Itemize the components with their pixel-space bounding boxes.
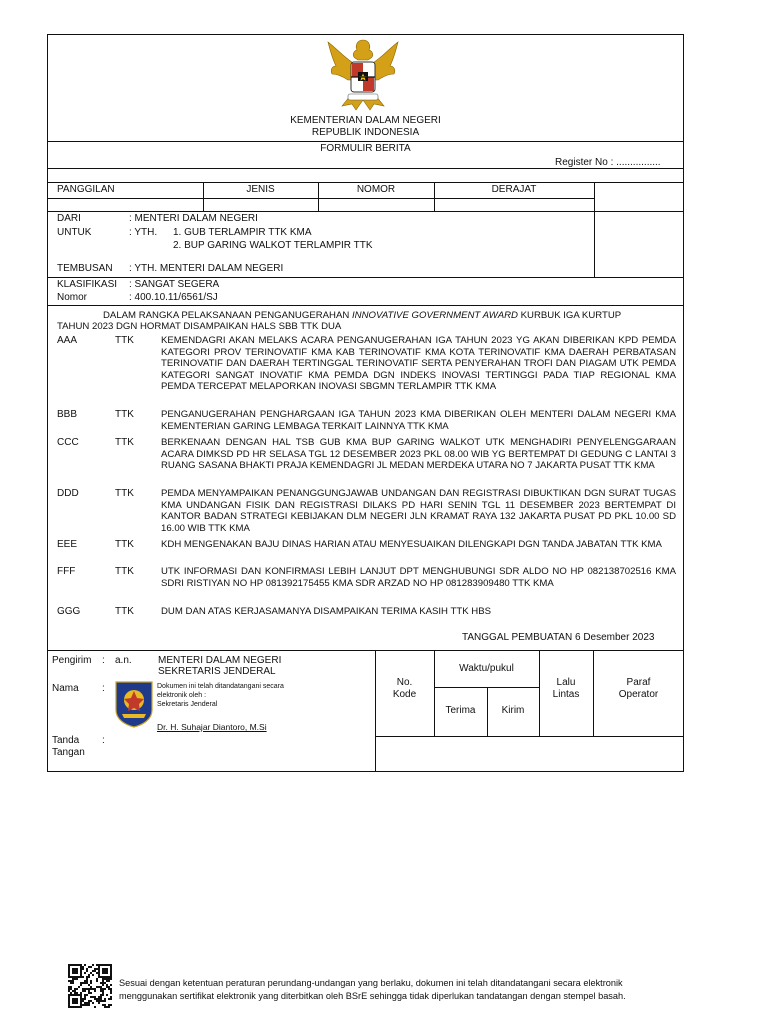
- divider: [375, 736, 684, 737]
- item-text: PEMDA MENYAMPAIKAN PENANGGUNGJAWAB UNDANGAN DAN REGISTRASI DIBUKTIKAN DGN SURAT TUGAS KMA UNDANGAN FISIK DAN REGISTRASI DILAKS PD HARI SENIN TGL 11 DESEMBER 2023 BERTEMPAT DI KANTOR BADAN STRATEGI KEBIJAKAN DLM NEGERI JLN KRAMAT RAYA 132 JAKARTA PUSAT PD PKL 10.00 SD 16.00 WIB TTK KMA: [161, 488, 676, 534]
- signer-name: Dr. H. Suhajar Diantoro, M.Si: [157, 722, 267, 732]
- col-nomor: NOMOR: [356, 184, 396, 195]
- no-label: No.: [396, 677, 413, 688]
- an-label: a.n.: [115, 655, 132, 666]
- waktu-label: Waktu/pukul: [459, 663, 514, 674]
- creation-date: TANGGAL PEMBUATAN 6 Desember 2023: [462, 632, 655, 643]
- register-number: Register No : ................: [555, 157, 661, 168]
- item-code: CCC: [57, 437, 79, 448]
- untuk-prefix: : YTH.: [129, 227, 158, 238]
- divider: [594, 182, 595, 277]
- pengirim-colon: :: [102, 655, 105, 666]
- klasifikasi-value: : SANGAT SEGERA: [129, 279, 220, 290]
- item-text: KEMENDAGRI AKAN MELAKS ACARA PENGANUGERAHAN IGA TAHUN 2023 YG AKAN DIBERIKAN KPD PEMDA KATEGORI PROV TERINOVATIF KMA KAB TERINOVATIF KMA KOTA TERINOVATIF KMA DAERAH PERBATASAN TERINOVATIF DAN DAERAH TERTINGGAL TERINOVATIF SERTA PENYERAHAN TROFI DAN PIAGAM UTK PEMDA KATEGORI SANGAT INOVATIF KMA PEMDA DGN INDEKS INOVASI TERTINGGI PADA TIAP REGIONAL KMA PEMDA TERCEPAT MELAPORKAN INOVASI SBGMN TERLAMPIR TTK KMA: [161, 335, 676, 392]
- divider: [47, 182, 684, 183]
- dari-value: : MENTERI DALAM NEGERI: [129, 213, 258, 224]
- item-text: BERKENAAN DENGAN HAL TSB GUB KMA BUP GARING WALKOT UTK MENGHADIRI PENYELENGGARAAN ACARA DIMKSD PD HR SELASA TGL 12 DESEMBER 2023 PKL 08.00 WIB YG BERTEMPAT DI GEDUNG C LANTAI 3 RUANG SASANA BHAKTI PRAJA KEMENDAGRI JL MEDAN MERDEKA UTARA NO 7 JAKARTA PUSAT TTK KMA: [161, 437, 676, 471]
- item-code: EEE: [57, 539, 78, 550]
- divider: [375, 650, 376, 772]
- item-ttk: TTK: [115, 488, 134, 499]
- paraf-label: Paraf: [626, 677, 651, 688]
- item-ttk: TTK: [115, 566, 134, 577]
- item-code: AAA: [57, 335, 78, 346]
- footer-line-2: menggunakan sertifikat elektronik yang diterbitkan oleh BSrE sehingga tidak diperlukan tandatangan dengan stempel basah.: [119, 991, 626, 1001]
- nomor-value: : 400.10.11/6561/SJ: [129, 292, 218, 303]
- item-text: PENGANUGERAHAN PENGHARGAAN IGA TAHUN 2023 KMA DIBERIKAN OLEH MENTERI DALAM NEGERI KMA KEMENTERIAN GARING LEMBAGA TERKAIT LAINNYA TTK KMA: [161, 409, 676, 432]
- operator-label: Operator: [618, 689, 659, 700]
- esign-line-1: Dokumen ini telah ditandatangani secara: [157, 683, 284, 690]
- untuk-item-2: 2. BUP GARING WALKOT TERLAMPIR TTK: [173, 240, 373, 251]
- col-panggilan: PANGGILAN: [57, 184, 115, 195]
- divider: [203, 182, 204, 211]
- divider: [434, 182, 435, 211]
- esign-line-3: Sekretaris Jenderal: [157, 701, 218, 708]
- tanda-label: Tanda: [52, 735, 80, 746]
- divider: [47, 168, 684, 169]
- republic-name: REPUBLIK INDONESIA: [311, 127, 420, 138]
- terima-label: Terima: [445, 705, 476, 716]
- lintas-label: Lintas: [552, 689, 580, 700]
- item-ttk: TTK: [115, 335, 134, 346]
- kemendagri-seal: [114, 680, 154, 728]
- item-code: DDD: [57, 488, 79, 499]
- divider: [47, 277, 684, 278]
- lalu-label: Lalu: [556, 677, 576, 688]
- klasifikasi-label: KLASIFIKASI: [57, 279, 118, 290]
- ministry-name: KEMENTERIAN DALAM NEGERI: [290, 115, 441, 126]
- pengirim-label: Pengirim: [52, 655, 92, 666]
- divider: [318, 182, 319, 211]
- sender-title-2: SEKRETARIS JENDERAL: [158, 666, 276, 677]
- divider: [47, 650, 684, 651]
- item-code: GGG: [57, 606, 81, 617]
- divider: [47, 141, 684, 142]
- col-derajat: DERAJAT: [491, 184, 537, 195]
- divider: [47, 211, 684, 212]
- divider: [47, 305, 684, 306]
- footer-line-1: Sesuai dengan ketentuan peraturan perundang-undangan yang berlaku, dokumen ini telah ditandatangani secara elektronik: [119, 978, 623, 988]
- tangan-label: Tangan: [52, 747, 85, 758]
- qr-code: [68, 964, 112, 1008]
- untuk-item-1: 1. GUB TERLAMPIR TTK KMA: [173, 227, 312, 238]
- item-text: KDH MENGENAKAN BAJU DINAS HARIAN ATAU MENYESUAIKAN DILENGKAPI DGN TANDA JABATAN TTK KMA: [161, 539, 662, 550]
- dari-label: DARI: [57, 213, 81, 224]
- nomor-label: Nomor: [57, 292, 88, 303]
- untuk-label: UNTUK: [57, 227, 92, 238]
- kode-label: Kode: [392, 689, 417, 700]
- tembusan-value: : YTH. MENTERI DALAM NEGERI: [129, 263, 284, 274]
- item-code: BBB: [57, 409, 78, 420]
- item-ttk: TTK: [115, 409, 134, 420]
- divider: [47, 198, 594, 199]
- tanda-colon: :: [102, 735, 105, 746]
- item-text: DUM DAN ATAS KERJASAMANYA DISAMPAIKAN TERIMA KASIH TTK HBS: [161, 606, 491, 617]
- item-ttk: TTK: [115, 606, 134, 617]
- item-ttk: TTK: [115, 437, 134, 448]
- item-ttk: TTK: [115, 539, 134, 550]
- sender-title-1: MENTERI DALAM NEGERI: [158, 655, 282, 666]
- form-title: FORMULIR BERITA: [320, 143, 411, 154]
- kirim-label: Kirim: [501, 705, 525, 716]
- esign-line-2: elektronik oleh :: [157, 692, 207, 699]
- intro-line-1: DALAM RANGKA PELAKSANAAN PENGANUGERAHAN INNOVATIVE GOVERNMENT AWARD KURBUK IGA KURTUP: [103, 310, 622, 321]
- nama-label: Nama: [52, 683, 79, 694]
- nama-colon: :: [102, 683, 105, 694]
- tembusan-label: TEMBUSAN: [57, 263, 113, 274]
- garuda-emblem: [322, 36, 404, 114]
- col-jenis: JENIS: [246, 184, 275, 195]
- item-text: UTK INFORMASI DAN KONFIRMASI LEBIH LANJUT DPT MENGHUBUNGI SDR ALDO NO HP 082138702516 KMA SDRI RISTIYAN NO HP 081392175455 KMA SDR ARZAD NO HP 081283909480 TTK KMA: [161, 566, 676, 589]
- item-code: FFF: [57, 566, 76, 577]
- divider: [434, 687, 539, 688]
- intro-line-2: TAHUN 2023 DGN HORMAT DISAMPAIKAN HALS SBB TTK DUA: [57, 321, 342, 332]
